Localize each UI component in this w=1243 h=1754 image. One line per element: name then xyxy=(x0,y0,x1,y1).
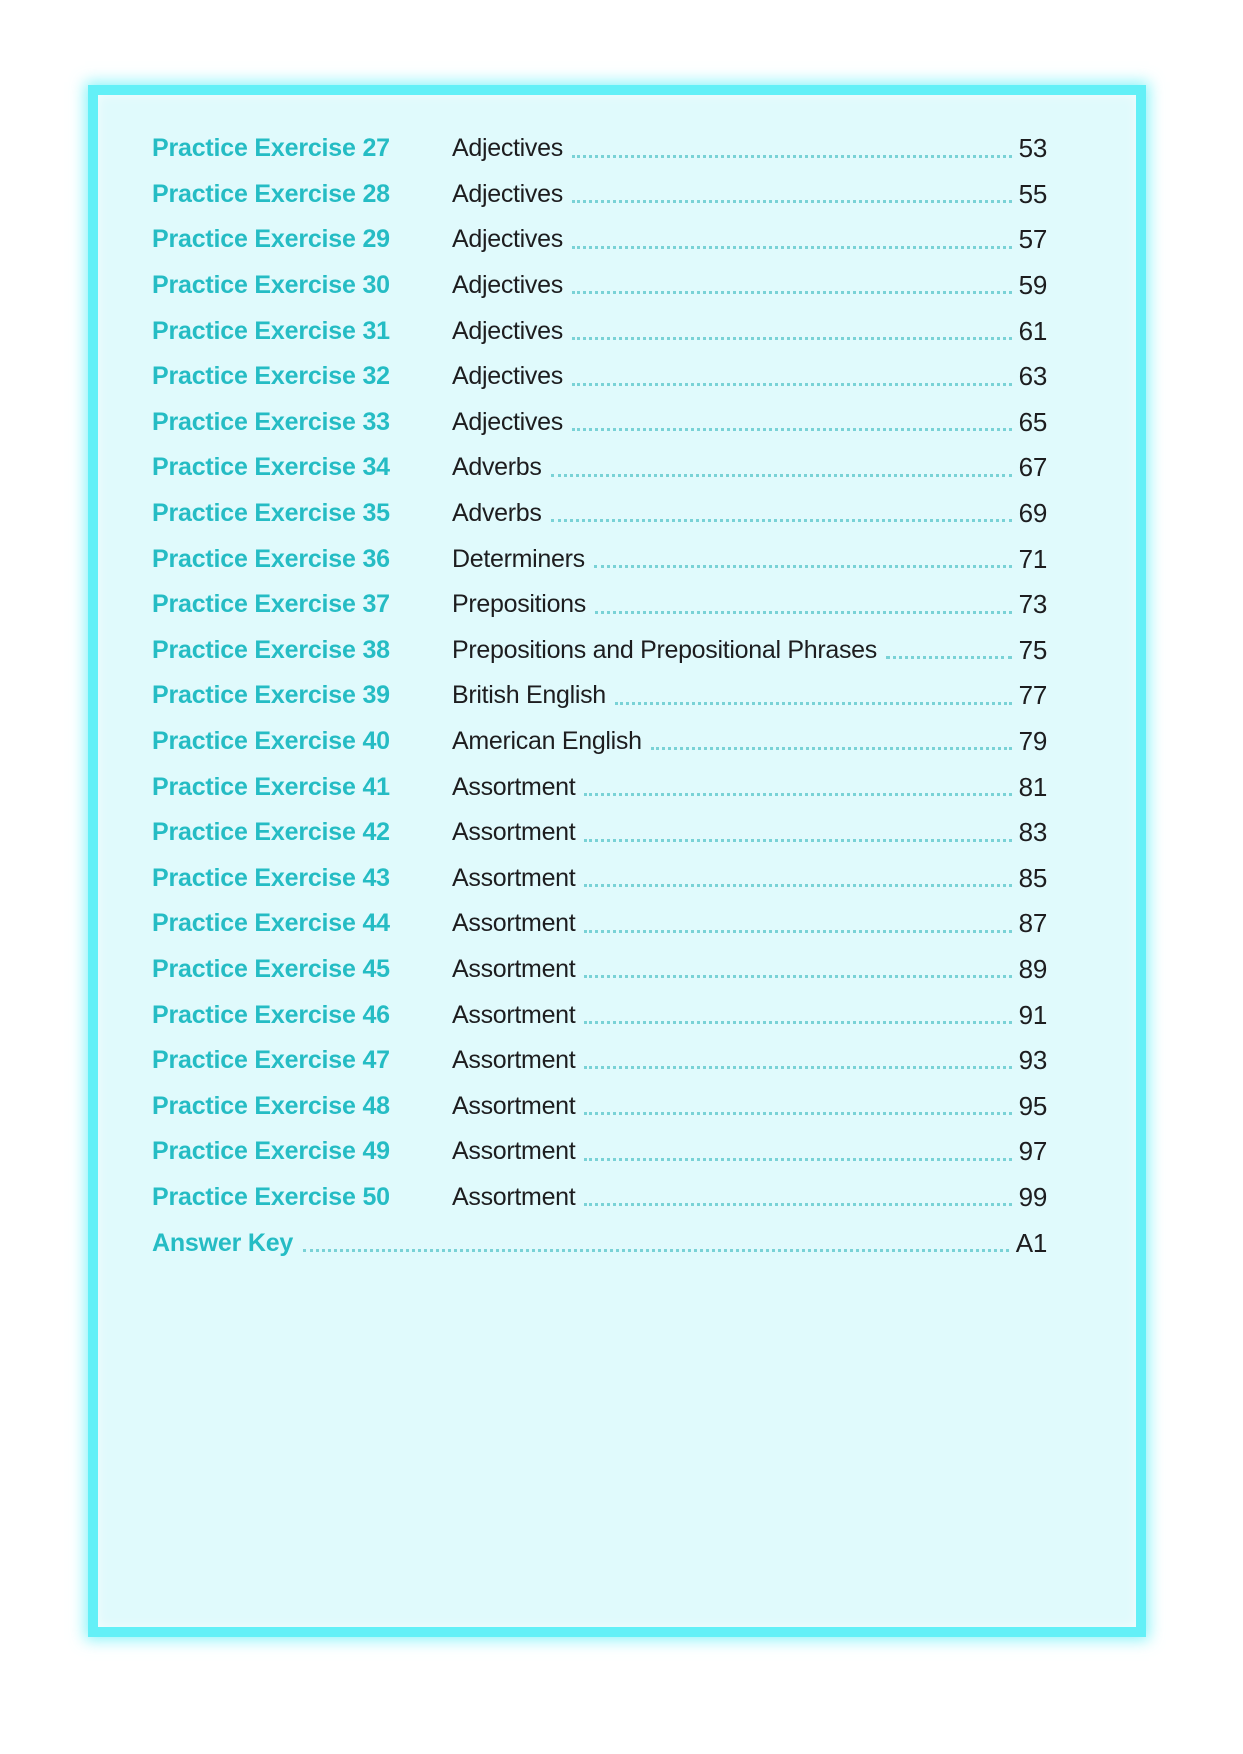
toc-row-topic: Adjectives xyxy=(452,316,563,345)
toc-row-page: 67 xyxy=(1018,452,1047,483)
toc-row-page: 53 xyxy=(1018,133,1047,164)
toc-row xyxy=(152,263,1047,309)
toc-row-page: 91 xyxy=(1018,999,1047,1030)
toc-panel xyxy=(88,85,1146,1637)
toc-row-label: Practice Exercise 33 xyxy=(152,407,390,436)
dotted-leader xyxy=(651,747,1012,750)
toc-row xyxy=(152,172,1047,218)
toc-row xyxy=(152,354,1047,400)
toc-row-label: Practice Exercise 47 xyxy=(152,1046,390,1075)
toc-row-topic: Assortment xyxy=(452,1182,576,1211)
dotted-leader xyxy=(303,1249,1009,1252)
toc-row-page: 69 xyxy=(1018,498,1047,529)
toc-row xyxy=(152,628,1047,674)
toc-row-label: Practice Exercise 31 xyxy=(152,316,390,345)
toc-row-label: Practice Exercise 50 xyxy=(152,1182,390,1211)
toc-row-page: 83 xyxy=(1018,817,1047,848)
toc-row-topic: Assortment xyxy=(452,909,576,938)
toc-row-label: Practice Exercise 36 xyxy=(152,544,390,573)
dotted-leader xyxy=(572,428,1012,431)
toc-row xyxy=(152,1129,1047,1175)
toc-row xyxy=(152,1175,1047,1221)
toc-row-topic: Prepositions xyxy=(452,590,586,619)
toc-row-label: Practice Exercise 27 xyxy=(152,134,390,163)
toc-row-page: 71 xyxy=(1018,543,1047,574)
toc-row-label: Practice Exercise 43 xyxy=(152,863,390,892)
toc-row xyxy=(152,491,1047,537)
toc-row-topic: Assortment xyxy=(452,772,576,801)
toc-row xyxy=(152,445,1047,491)
dotted-leader xyxy=(886,656,1012,659)
toc-row-topic: Assortment xyxy=(452,1137,576,1166)
toc-row xyxy=(152,673,1047,719)
toc-row-topic: Adjectives xyxy=(452,362,563,391)
dotted-leader xyxy=(572,200,1012,203)
toc-row-topic: Determiners xyxy=(452,544,585,573)
toc-row-label: Practice Exercise 49 xyxy=(152,1137,390,1166)
toc-row-page: 63 xyxy=(1018,361,1047,392)
dotted-leader xyxy=(551,519,1012,522)
toc-row-label: Practice Exercise 46 xyxy=(152,1000,390,1029)
toc-row-label: Answer Key xyxy=(152,1228,294,1257)
toc-row-page: A1 xyxy=(1015,1227,1047,1258)
toc-row-page: 73 xyxy=(1018,589,1047,620)
toc-row xyxy=(152,1038,1047,1084)
toc-row-topic: Adjectives xyxy=(452,271,563,300)
dotted-leader xyxy=(595,611,1012,614)
toc-row-label: Practice Exercise 39 xyxy=(152,681,390,710)
toc-row-page: 97 xyxy=(1018,1136,1047,1167)
toc-row-page: 87 xyxy=(1018,908,1047,939)
toc-row-topic: Assortment xyxy=(452,954,576,983)
toc-row xyxy=(152,901,1047,947)
dotted-leader xyxy=(584,884,1011,887)
toc-row xyxy=(152,582,1047,628)
toc-row-label: Practice Exercise 45 xyxy=(152,954,390,983)
toc-row-label: Practice Exercise 30 xyxy=(152,271,390,300)
toc-row-label: Practice Exercise 37 xyxy=(152,590,390,619)
toc-row xyxy=(152,992,1047,1038)
toc-row-topic: Adverbs xyxy=(452,453,542,482)
toc-row-page: 59 xyxy=(1018,270,1047,301)
toc-row xyxy=(152,856,1047,902)
dotted-leader xyxy=(584,930,1011,933)
dotted-leader xyxy=(584,1112,1011,1115)
toc-row-topic: Adjectives xyxy=(452,225,563,254)
toc-row-topic: American English xyxy=(452,727,642,756)
toc-row-page: 75 xyxy=(1018,634,1047,665)
toc-row xyxy=(152,1220,1047,1266)
toc-row-topic: Assortment xyxy=(452,863,576,892)
toc-row-page: 79 xyxy=(1018,726,1047,757)
toc-row-page: 95 xyxy=(1018,1090,1047,1121)
dotted-leader xyxy=(584,839,1011,842)
toc-row-topic: Assortment xyxy=(452,1091,576,1120)
toc-row-label: Practice Exercise 42 xyxy=(152,818,390,847)
dotted-leader xyxy=(615,702,1012,705)
toc-row-page: 81 xyxy=(1018,771,1047,802)
toc-row-label: Practice Exercise 35 xyxy=(152,499,390,528)
toc-row-page: 77 xyxy=(1018,680,1047,711)
toc-row-label: Practice Exercise 48 xyxy=(152,1091,390,1120)
toc-row-label: Practice Exercise 34 xyxy=(152,453,390,482)
toc-row xyxy=(152,810,1047,856)
toc-row xyxy=(152,947,1047,993)
dotted-leader xyxy=(572,246,1012,249)
toc-row-topic: British English xyxy=(452,681,606,710)
toc-row-topic: Assortment xyxy=(452,818,576,847)
toc-row-label: Practice Exercise 32 xyxy=(152,362,390,391)
dotted-leader xyxy=(584,975,1011,978)
dotted-leader xyxy=(572,291,1012,294)
toc-row-page: 89 xyxy=(1018,953,1047,984)
toc-row-topic: Adjectives xyxy=(452,179,563,208)
toc-row-page: 61 xyxy=(1018,315,1047,346)
dotted-leader xyxy=(584,1203,1011,1206)
toc-row-label: Practice Exercise 40 xyxy=(152,727,390,756)
toc-row-topic: Assortment xyxy=(452,1000,576,1029)
toc-row-topic: Adjectives xyxy=(452,134,563,163)
toc-row xyxy=(152,400,1047,446)
toc-row-page: 93 xyxy=(1018,1045,1047,1076)
toc-row xyxy=(152,536,1047,582)
toc-row-label: Practice Exercise 29 xyxy=(152,225,390,254)
toc-row-page: 85 xyxy=(1018,862,1047,893)
toc-list xyxy=(152,126,1047,1266)
dotted-leader xyxy=(594,565,1012,568)
toc-row-topic: Adjectives xyxy=(452,407,563,436)
dotted-leader xyxy=(572,383,1012,386)
dotted-leader xyxy=(584,793,1011,796)
toc-row-topic: Adverbs xyxy=(452,499,542,528)
dotted-leader xyxy=(584,1021,1011,1024)
dotted-leader xyxy=(572,337,1012,340)
toc-row xyxy=(152,764,1047,810)
toc-row xyxy=(152,126,1047,172)
toc-row-topic: Prepositions and Prepositional Phrases xyxy=(452,635,877,664)
toc-row-label: Practice Exercise 28 xyxy=(152,179,390,208)
toc-row xyxy=(152,1083,1047,1129)
toc-row xyxy=(152,308,1047,354)
toc-row xyxy=(152,719,1047,765)
dotted-leader xyxy=(584,1066,1011,1069)
toc-row-label: Practice Exercise 44 xyxy=(152,909,390,938)
toc-row-page: 99 xyxy=(1018,1181,1047,1212)
dotted-leader xyxy=(551,474,1012,477)
toc-row-page: 65 xyxy=(1018,406,1047,437)
toc-row xyxy=(152,217,1047,263)
toc-row-label: Practice Exercise 38 xyxy=(152,635,390,664)
dotted-leader xyxy=(572,155,1012,158)
dotted-leader xyxy=(584,1158,1011,1161)
toc-row-page: 55 xyxy=(1018,178,1047,209)
toc-row-label: Practice Exercise 41 xyxy=(152,772,390,801)
toc-row-topic: Assortment xyxy=(452,1046,576,1075)
toc-row-page: 57 xyxy=(1018,224,1047,255)
